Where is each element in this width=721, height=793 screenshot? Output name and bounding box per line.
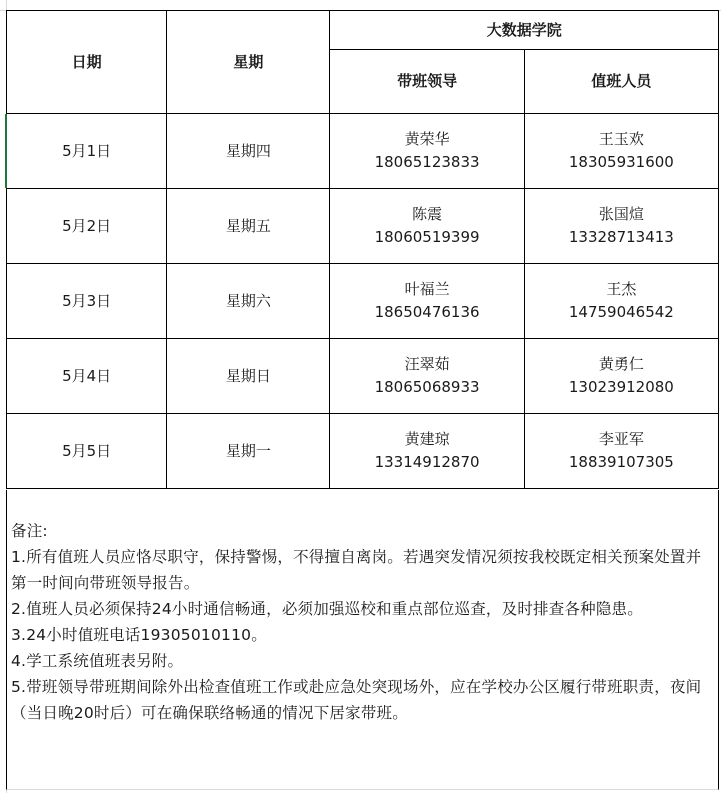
leader-name: 黄荣华 — [404, 130, 450, 148]
staff-name: 李亚军 — [598, 430, 644, 448]
leader-name: 黄建琼 — [404, 430, 450, 448]
header-staff[interactable]: 值班人员 — [524, 50, 718, 114]
notes-title: 备注: — [11, 522, 48, 540]
cell-date[interactable]: 5月4日 — [7, 339, 167, 414]
cell-date[interactable]: 5月5日 — [7, 414, 167, 489]
staff-name: 王玉欢 — [598, 130, 644, 148]
staff-phone: 13328713413 — [568, 228, 674, 246]
cell-staff[interactable] — [524, 114, 718, 189]
notes-line: 1.所有值班人员应恪尽职守，保持警惕，不得擅自离岗。若遇突发情况须按我校既定相关预案处置并第一时间向带班领导报告。 — [11, 548, 702, 592]
cell-staff[interactable] — [524, 189, 718, 264]
notes-line: 5.带班领导带班期间除外出检查值班工作或赴应急处突现场外，应在学校办公区履行带班职责，夜间（当日晚20时后）可在确保联络畅通的情况下居家带班。 — [11, 678, 702, 722]
leader-name: 叶福兰 — [404, 280, 450, 298]
cell-leader[interactable] — [330, 264, 524, 339]
header-college[interactable]: 大数据学院 — [330, 11, 719, 50]
cell-staff[interactable] — [524, 339, 718, 414]
cell-date[interactable]: 5月3日 — [7, 264, 167, 339]
leader-name: 汪翠茹 — [404, 355, 450, 373]
cell-leader[interactable] — [330, 339, 524, 414]
notes-line: 4.学工系统值班表另附。 — [11, 652, 184, 670]
leader-name: 陈震 — [412, 205, 443, 223]
staff-name: 张国煊 — [598, 205, 644, 223]
staff-name: 王杰 — [606, 280, 637, 298]
leader-phone: 18065123833 — [374, 153, 480, 171]
notes-cell[interactable] — [6, 490, 719, 790]
table-row — [7, 114, 719, 189]
cell-staff[interactable] — [524, 264, 718, 339]
cell-weekday[interactable]: 星期一 — [167, 414, 330, 489]
header-leader[interactable]: 带班领导 — [330, 50, 524, 114]
header-weekday[interactable]: 星期 — [167, 11, 330, 114]
staff-phone: 14759046542 — [568, 303, 674, 321]
staff-name: 黄勇仁 — [598, 355, 644, 373]
leader-phone: 18060519399 — [374, 228, 480, 246]
cell-date[interactable]: 5月2日 — [7, 189, 167, 264]
table-row — [7, 264, 719, 339]
staff-phone: 13023912080 — [568, 378, 674, 396]
table-row — [7, 414, 719, 489]
leader-phone: 13314912870 — [374, 453, 480, 471]
cell-weekday[interactable]: 星期四 — [167, 114, 330, 189]
cell-weekday[interactable]: 星期六 — [167, 264, 330, 339]
table-row — [7, 189, 719, 264]
cell-leader[interactable] — [330, 189, 524, 264]
leader-phone: 18650476136 — [374, 303, 480, 321]
notes-line: 2.值班人员必须保持24小时通信畅通，必须加强巡校和重点部位巡查，及时排查各种隐患。 — [11, 600, 643, 618]
table-row — [7, 339, 719, 414]
staff-phone: 18305931600 — [568, 153, 674, 171]
cell-selection-indicator — [5, 114, 7, 188]
cell-leader[interactable] — [330, 414, 524, 489]
cell-date[interactable]: 5月1日 — [7, 114, 167, 189]
staff-phone: 18839107305 — [568, 453, 674, 471]
notes-line: 3.24小时值班电话19305010110。 — [11, 626, 267, 644]
cell-weekday[interactable]: 星期五 — [167, 189, 330, 264]
cell-staff[interactable] — [524, 414, 718, 489]
cell-leader[interactable] — [330, 114, 524, 189]
cell-weekday[interactable]: 星期日 — [167, 339, 330, 414]
duty-schedule-table — [6, 10, 719, 489]
header-date[interactable]: 日期 — [7, 11, 167, 114]
header-row-1 — [7, 11, 719, 50]
leader-phone: 18065068933 — [374, 378, 480, 396]
